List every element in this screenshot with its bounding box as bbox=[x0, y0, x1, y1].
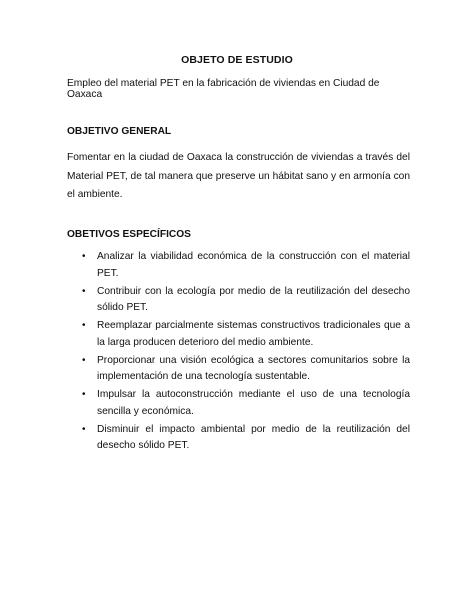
list-item-text: Reemplazar parcialmente sistemas constructivos tradicionales que a la larga producen deterioro del medio ambiente. bbox=[97, 320, 410, 348]
list-item bbox=[67, 318, 410, 351]
list-item bbox=[67, 353, 410, 386]
list-item-text: Impulsar la autoconstrucción mediante el uso de una tecnología sencilla y económica. bbox=[97, 389, 410, 417]
list-item bbox=[67, 249, 410, 282]
bullet-icon: • bbox=[82, 423, 86, 435]
specific-objectives-list bbox=[67, 249, 410, 456]
list-item-text: Contribuir con la ecología por medio de la reutilización del desecho sólido PET. bbox=[97, 285, 410, 313]
general-objective-heading: OBJETIVO GENERAL bbox=[67, 126, 172, 137]
list-item bbox=[67, 422, 410, 455]
bullet-icon: • bbox=[82, 354, 86, 366]
document-title: OBJETO DE ESTUDIO bbox=[181, 54, 293, 66]
bullet-icon: • bbox=[82, 285, 86, 297]
list-item bbox=[67, 387, 410, 420]
specific-objectives-heading: OBETIVOS ESPECÍFICOS bbox=[67, 229, 191, 240]
list-item-text: Proporcionar una visión ecológica a sectores comunitarios sobre la implementación de una tecnología sustentable. bbox=[97, 354, 410, 382]
list-item bbox=[67, 284, 410, 317]
bullet-icon: • bbox=[82, 251, 86, 262]
list-item-text: Analizar la viabilidad económica de la construcción con el material PET. bbox=[97, 251, 410, 279]
list-item-text: Disminuir el impacto ambiental por medio de la reutilización del desecho sólido PET. bbox=[97, 423, 410, 451]
general-objective-text: Fomentar en la ciudad de Oaxaca la construcción de viviendas a través del Material PET, de tal manera que preserve un hábitat sano y en armonía con el ambiente. bbox=[67, 152, 410, 200]
bullet-icon: • bbox=[82, 320, 86, 331]
document-subtitle: Empleo del material PET en la fabricación de viviendas en Ciudad de Oaxaca bbox=[67, 78, 380, 100]
bullet-icon: • bbox=[82, 389, 86, 400]
